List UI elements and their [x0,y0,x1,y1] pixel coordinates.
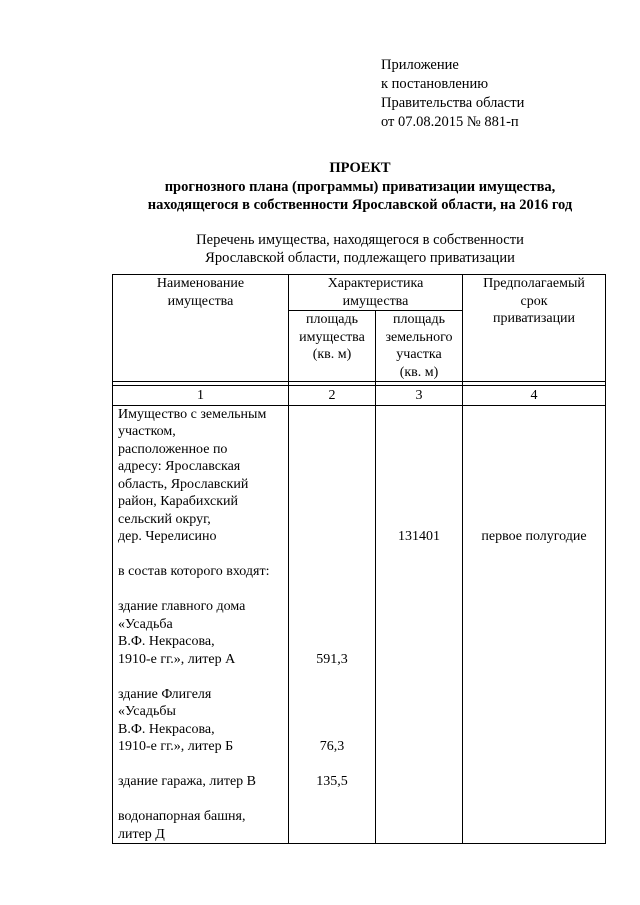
property-area-column [289,405,376,844]
column-number: 3 [376,386,463,406]
subtitle-line-2: Ярославской области, подлежащего приватизации [205,250,515,266]
land-area-column [376,405,463,844]
column-number: 4 [463,386,606,406]
item3-area: 135,5 [316,774,348,789]
subtitle-line-1: Перечень имущества, находящегося в собственности [196,232,524,248]
list-subtitle [100,231,620,267]
property-description: Имущество с земельным участком, расположенное по адресу: Ярославская область, Ярославский район, Карабихский сельский округ, дер. Черелисино в состав которого входят: здание главного дома «Усадьба В.Ф. Некрасова, 1910-е гг.», литер А здание Флигеля «Усадьбы В.Ф. Некрасова, 1910-е гг.», литер Б здание гаража, литер В водонапорная башня, литер Д [113,405,289,844]
term-column [463,405,606,844]
column-number: 2 [289,386,376,406]
appendix-line-1: Приложение [381,57,459,73]
header-property-area: площадь имущества (кв. м) [289,311,376,382]
header-term: Предполагаемый срок приватизации [463,275,606,382]
column-number: 1 [113,386,289,406]
document-title-line-3: находящегося в собственности Ярославской области, на 2016 год [147,197,573,213]
land-area-value: 131401 [398,529,440,544]
appendix-line-3: Правительства области [381,95,525,111]
term-value: первое полугодие [481,529,587,544]
composition-label: в состав которого входят: [118,564,270,579]
header-name: Наименование имущества [113,275,289,382]
document-title-line-2: прогнозного плана (программы) приватизации имущества, [164,179,556,195]
appendix-block [381,56,524,132]
appendix-line-2: к постановлению [381,76,489,92]
table-row [113,405,606,844]
item2-area: 76,3 [319,739,345,754]
column-numbers-row [113,386,606,406]
document-title: ПРОЕКТ [329,160,391,176]
item1-area: 591,3 [316,651,348,667]
header-characteristics: Характеристика имущества [289,275,463,311]
privatization-table [112,274,606,844]
appendix-line-4: от 07.08.2015 № 881-п [381,114,519,130]
header-land-area: площадь земельного участка (кв. м) [376,311,463,382]
